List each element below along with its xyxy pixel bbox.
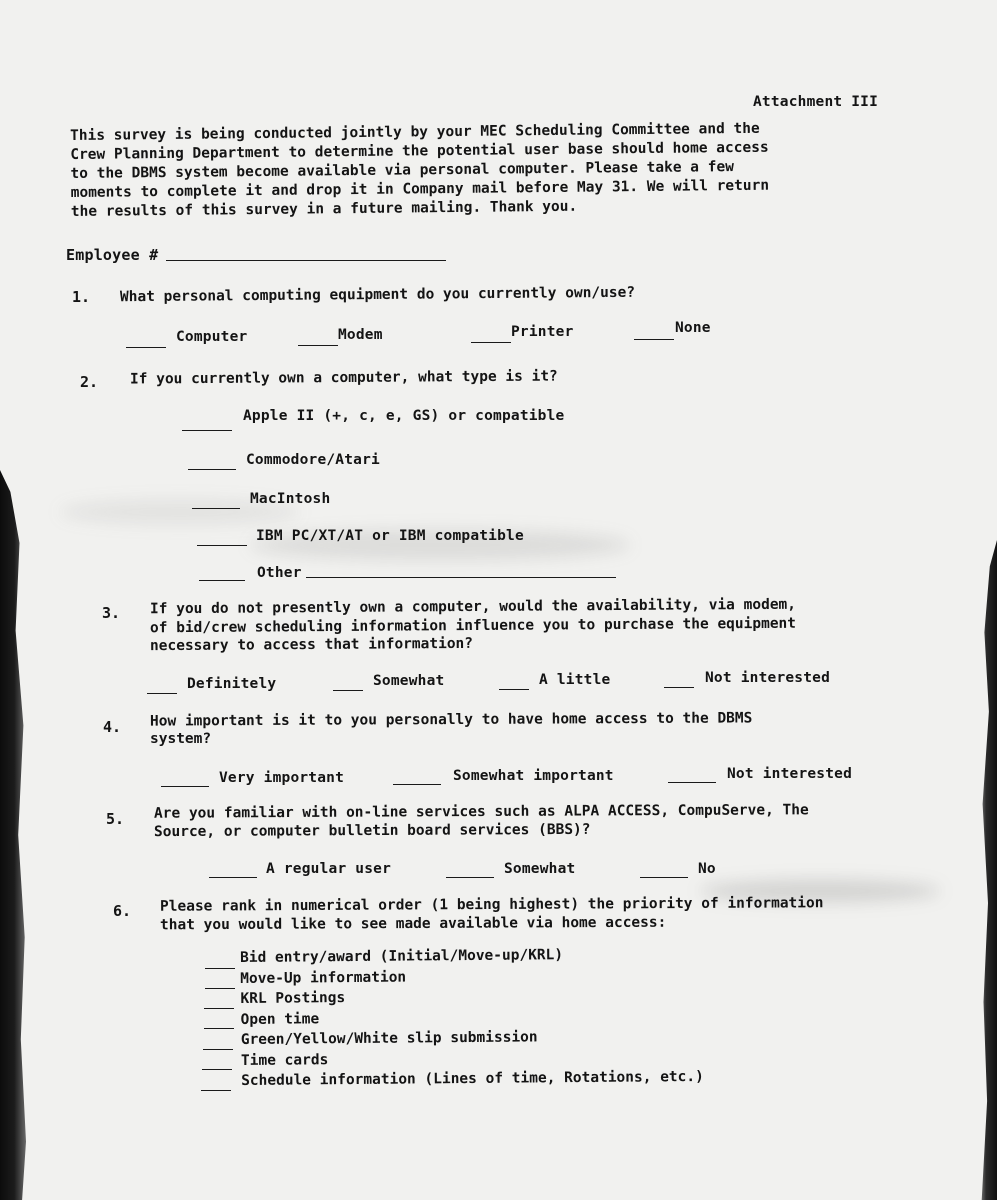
- q2-commodore-blank[interactable]: [188, 469, 236, 470]
- q6-priority-list: [240, 944, 704, 1092]
- q6-rank-blank[interactable]: [204, 1028, 234, 1029]
- employee-number-label: Employee #: [66, 246, 159, 264]
- q2-option-commodore: Commodore/Atari: [246, 452, 380, 468]
- q6-rank-blank[interactable]: [201, 1090, 231, 1091]
- question-4-text-line: system?: [150, 731, 212, 747]
- q6-rank-blank[interactable]: [203, 1049, 233, 1050]
- q6-item: Green/Yellow/White slip submission: [240, 1029, 538, 1048]
- question-3-text-line: necessary to access that information?: [149, 635, 474, 655]
- question-5-text-line: Are you familiar with on-line services such as ALPA ACCESS, CompuServe, The: [153, 802, 809, 822]
- q2-option-ibm: IBM PC/XT/AT or IBM compatible: [256, 528, 524, 544]
- intro-line: This survey is being conducted jointly by your MEC Scheduling Committee and the: [70, 120, 760, 144]
- question-4-text-line: How important is it to you personally to have home access to the DBMS: [149, 710, 753, 730]
- attachment-label: Attachment III: [753, 94, 879, 110]
- q3-somewhat-blank[interactable]: [333, 690, 363, 691]
- q6-item: Schedule information (Lines of time, Rotations, etc.): [241, 1068, 704, 1089]
- question-6-text-line: that you would like to see made available via home access:: [159, 914, 667, 934]
- employee-number-field[interactable]: [166, 260, 446, 261]
- q4-option-very-important: Very important: [219, 770, 345, 786]
- question-3-text-line: of bid/crew scheduling information influence you to purchase the equipment: [149, 615, 797, 637]
- q6-rank-blank[interactable]: [202, 1069, 232, 1070]
- q1-option-computer: Computer: [176, 329, 248, 345]
- q2-option-apple: Apple II (+, c, e, GS) or compatible: [243, 408, 565, 424]
- q2-option-other: Other: [257, 565, 302, 581]
- question-2-number: 2.: [80, 373, 99, 391]
- q2-ibm-blank[interactable]: [197, 545, 247, 546]
- q6-item: Bid entry/award (Initial/Move-up/KRL): [240, 947, 564, 966]
- q1-none-blank[interactable]: [634, 339, 674, 340]
- q3-option-not-interested: Not interested: [705, 670, 831, 686]
- q6-rank-blank[interactable]: [205, 988, 235, 989]
- intro-line: to the DBMS system become available via personal computer. Please take a few: [70, 159, 735, 182]
- q1-computer-blank[interactable]: [126, 347, 166, 348]
- question-3-number: 3.: [102, 604, 121, 622]
- q6-item: Move-Up information: [240, 969, 407, 987]
- q1-option-none: None: [675, 320, 711, 336]
- q2-apple-blank[interactable]: [182, 430, 232, 431]
- q2-macintosh-blank[interactable]: [192, 508, 240, 509]
- q4-not-interested-blank[interactable]: [668, 782, 716, 783]
- q3-not-interested-blank[interactable]: [664, 687, 694, 688]
- q5-no-blank[interactable]: [640, 877, 688, 878]
- intro-line: Crew Planning Department to determine the potential user base should home access: [70, 139, 769, 163]
- q6-item: Open time: [240, 1010, 320, 1028]
- q5-option-no: No: [698, 861, 716, 877]
- q3-a-little-blank[interactable]: [499, 689, 529, 690]
- question-6-number: 6.: [113, 902, 132, 920]
- q4-option-somewhat-important: Somewhat important: [453, 768, 614, 784]
- q6-rank-blank[interactable]: [204, 1008, 234, 1009]
- q2-other-blank[interactable]: [199, 580, 245, 581]
- question-2-text: If you currently own a computer, what type is it?: [129, 368, 558, 388]
- q5-option-regular-user: A regular user: [266, 861, 392, 877]
- q5-regular-user-blank[interactable]: [209, 877, 257, 878]
- q6-item: Time cards: [240, 1051, 329, 1069]
- q3-option-somewhat: Somewhat: [373, 673, 445, 689]
- q1-option-modem: Modem: [338, 327, 383, 343]
- q5-somewhat-blank[interactable]: [446, 877, 494, 878]
- q6-rank-blank[interactable]: [205, 968, 235, 969]
- q3-option-definitely: Definitely: [187, 676, 277, 692]
- q5-option-somewhat: Somewhat: [504, 861, 576, 877]
- intro-line: the results of this survey in a future mailing. Thank you.: [70, 198, 578, 220]
- question-5-text-line: Source, or computer bulletin board services (BBS)?: [153, 821, 591, 841]
- question-6-text-line: Please rank in numerical order (1 being highest) the priority of information: [159, 895, 824, 915]
- q1-modem-blank[interactable]: [298, 345, 338, 346]
- q1-printer-blank[interactable]: [471, 342, 511, 343]
- q4-very-important-blank[interactable]: [161, 786, 209, 787]
- intro-line: moments to complete it and drop it in Company mail before May 31. We will return: [70, 177, 770, 201]
- q6-item: KRL Postings: [240, 990, 346, 1007]
- question-3-text-line: If you do not presently own a computer, would the availability, via modem,: [149, 596, 797, 618]
- question-1-number: 1.: [72, 288, 91, 306]
- question-5-number: 5.: [106, 810, 125, 828]
- q4-option-not-interested: Not interested: [727, 766, 853, 782]
- question-4-number: 4.: [103, 718, 122, 736]
- intro-paragraph: [70, 118, 901, 222]
- q3-option-a-little: A little: [539, 672, 611, 688]
- q2-other-specify-field[interactable]: [306, 577, 616, 578]
- q3-definitely-blank[interactable]: [147, 693, 177, 694]
- q2-option-macintosh: MacIntosh: [250, 491, 331, 507]
- q1-option-printer: Printer: [511, 324, 574, 340]
- q4-somewhat-important-blank[interactable]: [393, 784, 441, 785]
- question-1-text: What personal computing equipment do you currently own/use?: [119, 284, 636, 306]
